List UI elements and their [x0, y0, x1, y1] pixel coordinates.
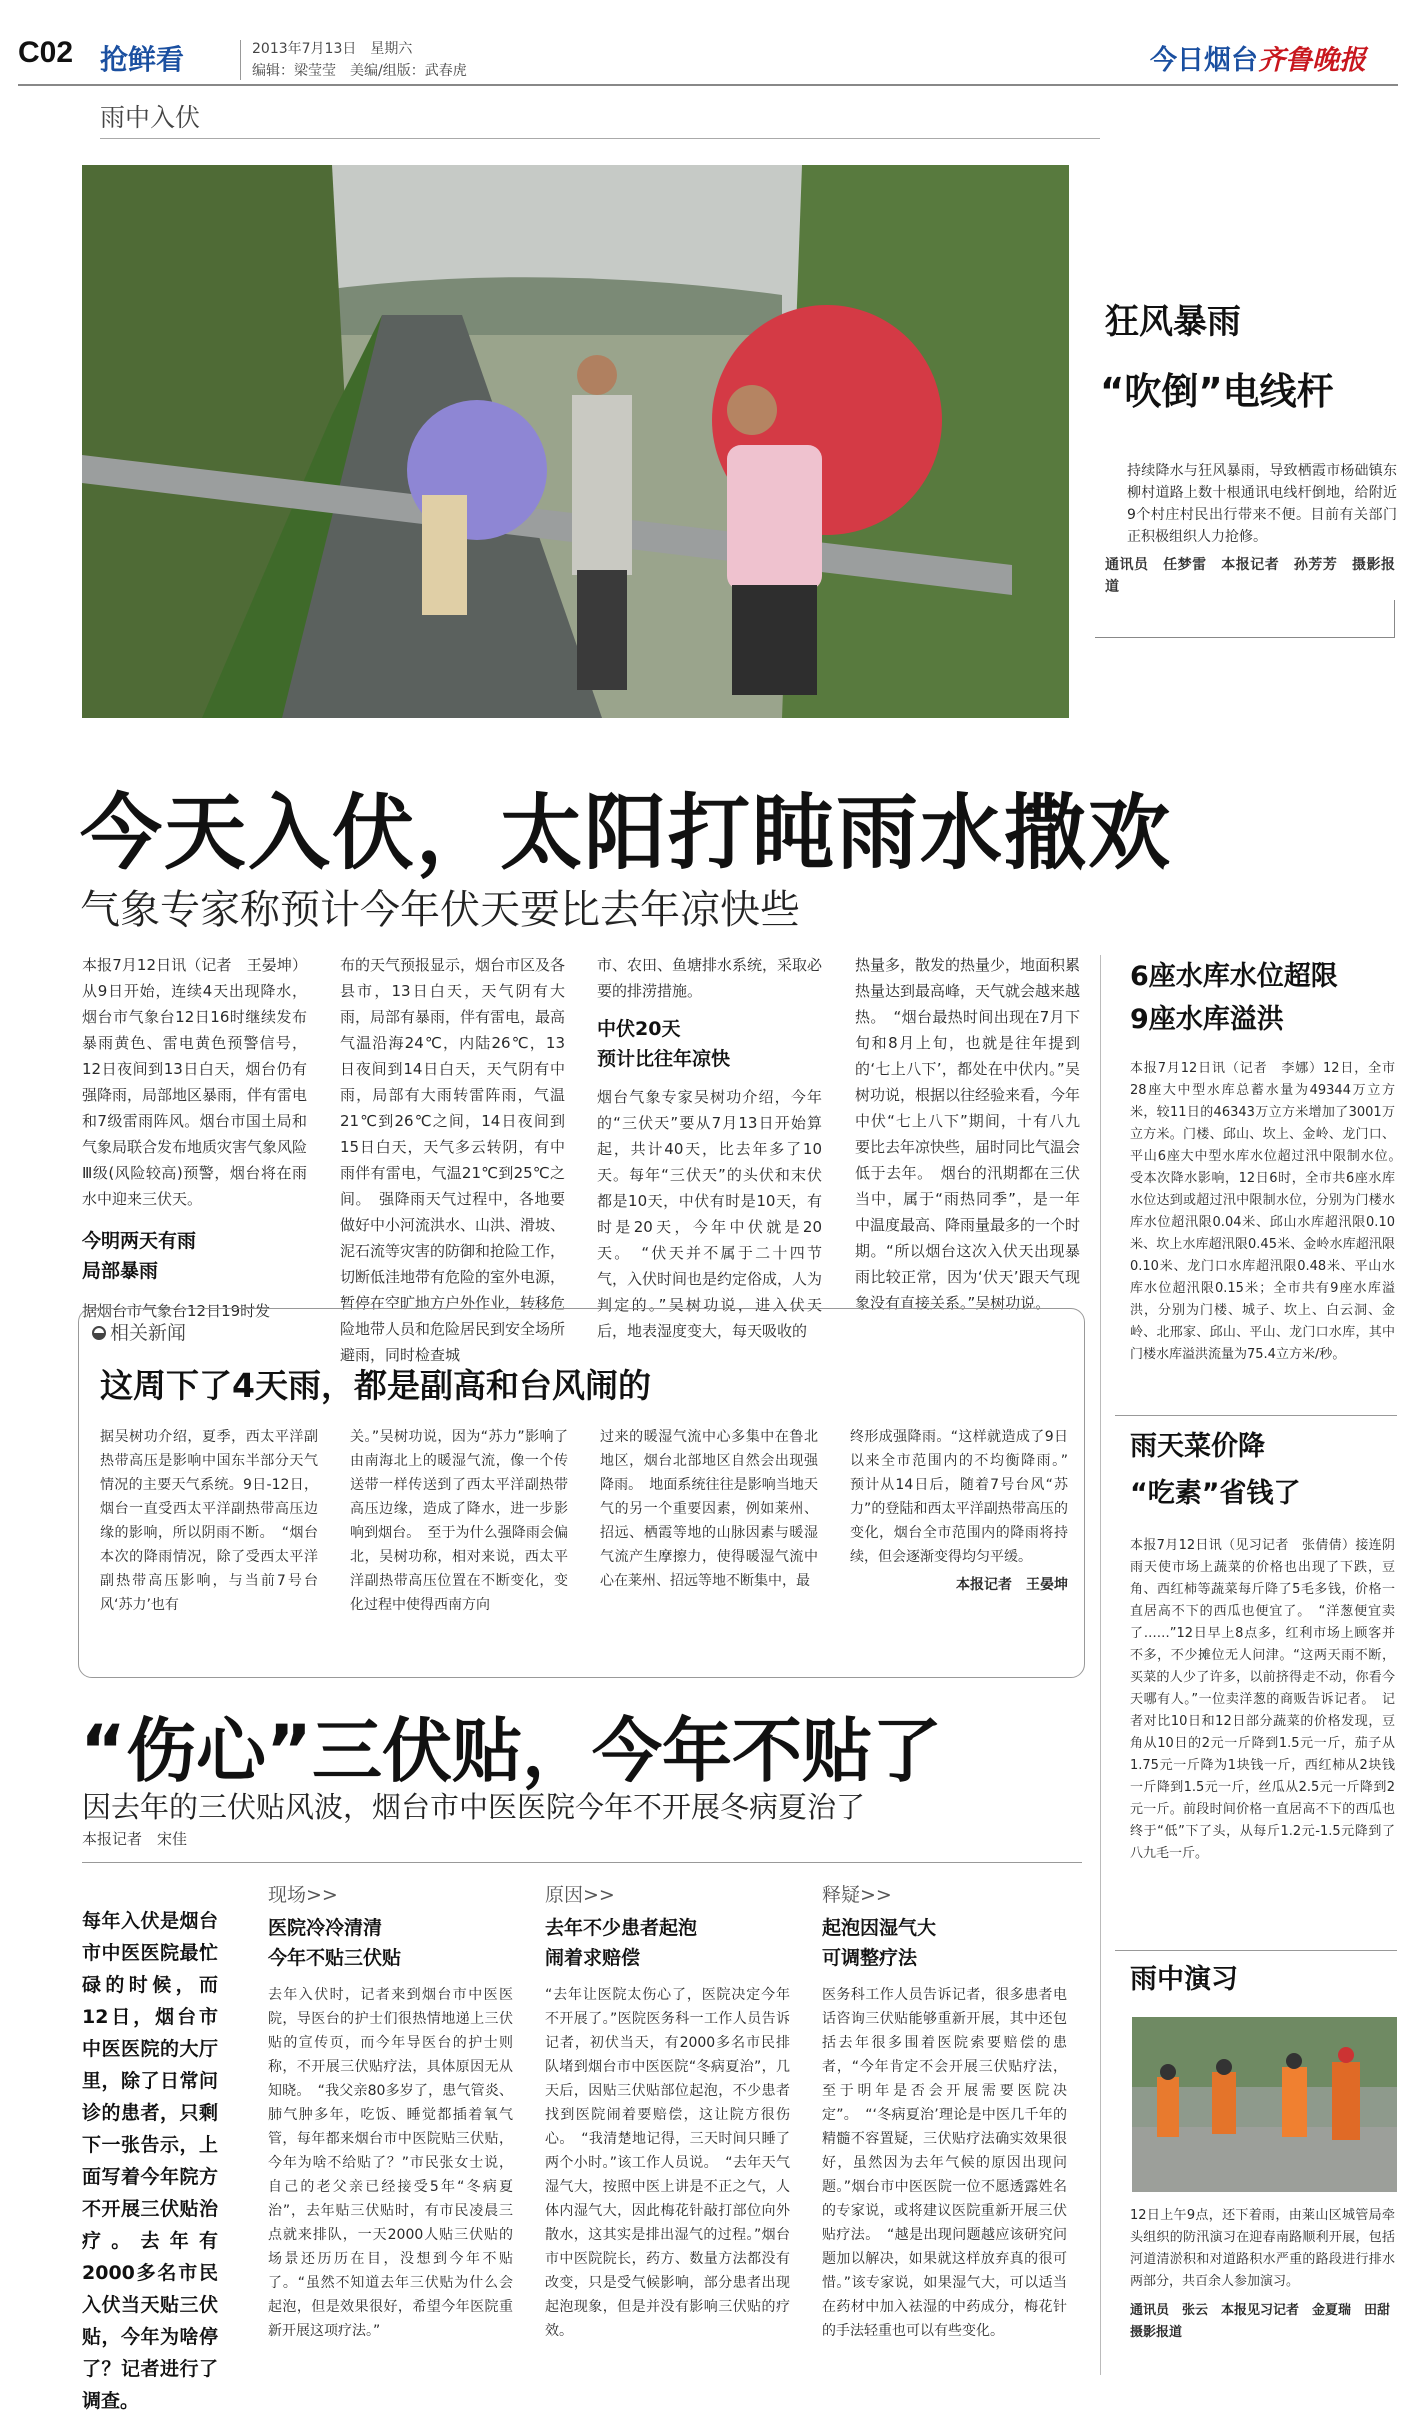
photo-story-caption: 持续降水与狂风暴雨，导致栖霞市杨础镇东柳村道路上数十根通讯电线杆倒地，给附近9个村庄村民出行带来不便。目前有关部门正积极组织人力抢修。	[1127, 463, 1397, 545]
sanfu-sec2	[545, 1880, 790, 2343]
reservoir-title-1: 6座水库水位超限	[1130, 961, 1338, 992]
sanfu-sec1-tag: 现场>>	[268, 1884, 338, 1906]
issue-date: 2013年7月13日 星期六	[252, 41, 413, 57]
main-col-3	[597, 952, 822, 1344]
main-headline: 今天入伏，太阳打盹雨水撒欢	[80, 786, 1173, 881]
drill-caption: 12日上午9点，还下着雨，由莱山区城管局牵头组织的防汛演习在迎春南路顺利开展，包括河道清淤积和对道路积水严重的路段进行排水两部分，共百余人参加演习。	[1130, 2208, 1395, 2289]
main-col-3-body: 烟台气象专家吴树功介绍，今年的“三伏天”要从7月13日开始算起，共计40天，比去年多了10天。每年“三伏天”的头伏和末伏都是10天，中伏有时是10天，有时是20天，今年中伏就是20天。 “伏天并不属于二十四节气，入伏时间也是约定俗成，人为判定的。”吴树功说，进入伏天后，地表湿度变大，每天吸收的	[597, 1088, 823, 1340]
main-col-4: 热量多，散发的热量少，地面积累热量达到最高峰，天气就会越来越热。 “烟台最热时间出现在7月下旬和8月上旬，也就是往年提到的‘七上八下’，都处在中伏内。”吴树功说，根据以往经验来看，今年中伏“七上八下”期间，十有八九要比去年凉快些，届时同比气温会低于去年。 烟台的汛期都在三伏当中，属于“雨热同季”，是一年中温度最高、降雨量最多的一个时期。“所以烟台这次入伏天出现暴雨比较正常，因为‘伏天’跟天气现象没有直接关系。”吴树功说。	[855, 956, 1081, 1312]
drill-photo	[1132, 2017, 1397, 2192]
main-col-1	[82, 952, 307, 1324]
related-col-4	[850, 1425, 1082, 1597]
vegetable-title-1: 雨天菜价降	[1130, 1431, 1265, 1462]
main-col-1-tail: 据烟台市气象台12日19时发	[82, 1302, 271, 1320]
sanfu-sec3-title: 起泡因湿气大 可调整疗法	[822, 1917, 937, 1969]
drill-photo-image	[1132, 2017, 1397, 2192]
photo-story-title-2: “吹倒”电线杆	[1100, 370, 1334, 413]
right-column-rule	[1100, 955, 1101, 2375]
related-col-2: 关。”吴树功说，因为“苏力”影响了由南海北上的暖湿气流，像一个传送带一样传送到了西太平洋副热带高压边缘，造成了降水，进一步影响到烟台。 至于为什么强降雨会偏北，吴树功称，相对来说，西太平洋副热带高压位置在不断变化，变化过程中使得西南方向	[350, 1429, 568, 1613]
related-label-text: 相关新闻	[110, 1322, 187, 1344]
header-divider	[240, 40, 241, 80]
related-headline: 这周下了4天雨，都是副高和台风闹的	[100, 1366, 651, 1405]
topic-rule	[100, 138, 1100, 139]
vegetable-title-2: “吃素”省钱了	[1130, 1478, 1301, 1509]
main-col-3-lead: 市、农田、鱼塘排水系统，采取必要的排涝措施。	[597, 956, 823, 1000]
reservoir-body: 本报7月12日讯（记者 李娜）12日，全市28座大中型水库总蓄水量为49344万立方米，较11日的46343万立方米增加了3001万立方米。门楼、邱山、坎上、金岭、龙门口、平山6座大中型水库水位超过汛中限制水位。 受本次降水影响，12日6时，全市共6座水库水位达到或超过汛中限制水位，分别为门楼水库水位超汛限0.04米、邱山水库超汛限0.10米、坎上水库超汛限0.45米、金岭水库超汛限0.10米、龙门口水库超汛限0.48米、平山水库水位超汛限0.15米；全市共有9座水库溢洪，分别为门楼、城子、坎上、白云洞、金岭、北邢家、邱山、平山、龙门口水库，其中门楼水库溢洪流量为75.4立方米/秒。	[1130, 1061, 1409, 1362]
vegetable-body: 本报7月12日讯（见习记者 张倩倩）接连阴雨天使市场上蔬菜的价格也出现了下跌，豆角、西红柿等蔬菜每斤降了5毛多钱，价格一直居高不下的西瓜也便宜了。 “洋葱便宜卖了……”12日早上8点多，红利市场上顾客并不多，不少摊位无人问津。“这两天雨不断，买菜的人少了许多，以前挤得走不动，你看今天哪有人。”一位卖洋葱的商贩告诉记者。 记者对比10日和12日部分蔬菜的价格发现，豆角从10日的2元一斤降到1.5元一斤，茄子从1.75元一斤降为1块钱一斤，西红柿从2块钱一斤降到1.5元一斤，丝瓜从2.5元一斤降到2元一斤。前段时间价格一直居高不下的西瓜也终于“低”下了头，从每斤1.2元-1.5元降到了八九毛一斤。	[1130, 1538, 1395, 1861]
main-col-3-subhead: 中伏20天 预计比往年凉快	[597, 1018, 731, 1070]
drill-credit: 通讯员 张云 本报见习记者 金夏瑞 田甜 摄影报道	[1130, 2303, 1404, 2340]
sanfu-sec2-body: “去年让医院太伤心了，医院决定今年不开展了。”医院医务科一工作人员告诉记者，初伏当天，有2000多名市民排队堵到烟台市中医医院“冬病夏治”，几天后，因贴三伏贴部位起泡，不少患者找到医院闹着要赔偿，这让院方很伤心。 “我清楚地记得，三天时间只睡了两个小时。”该工作人员说。 “去年天气湿气大，按照中医上讲是不正之气，人体内湿气大，因此梅花针敲打部位向外散水，这其实是排出湿气的过程。”烟台市中医院院长，药方、数量方法都没有改变，只是受气候影响，部分患者出现起泡现象，但是并没有影响三伏贴的疗效。	[545, 1987, 790, 2339]
sanfu-lead: 每年入伏是烟台市中医医院最忙碌的时候，而12日，烟台市中医医院的大厅里，除了日常问诊的患者，只剩下一张告示，上面写着今年院方不开展三伏贴治疗。去年有2000多名市民入伏当天贴三伏贴，今年为啥停了？记者进行了调查。	[82, 1910, 218, 2412]
brand-name: 齐鲁晚报	[1258, 45, 1366, 76]
sanfu-sec3-body: 医务科工作人员告诉记者，很多患者电话咨询三伏贴能够重新开展，其中还包括去年很多围着医院索要赔偿的患者，“今年肯定不会开展三伏贴疗法，至于明年是否会开展需要医院决定”。 “‘冬病夏治’理论是中医几千年的精髓不容置疑，三伏贴疗法确实效果很好，虽然因为去年气候的原因出现问题。”烟台市中医医院一位不愿透露姓名的专家说，或将建议医院重新开展三伏贴疗法。 “越是出现问题越应该研究问题加以解决，如果就这样放弃真的很可惜。”该专家说，如果湿气大，可以适当在药材中加入祛湿的中药成分，梅花针的手法轻重也可以有些变化。	[822, 1987, 1067, 2339]
related-byline: 本报记者 王晏坤	[956, 1577, 1068, 1593]
related-col-4-body: 终形成强降雨。“这样就造成了9日以来全市范围内的不均衡降雨。” 预计从14日后，随着7号台风“苏力”的登陆和西太平洋副热带高压的变化，烟台全市范围内的降雨将持续，但会逐渐变得均匀平缓。	[850, 1429, 1082, 1565]
related-label	[92, 1318, 186, 1345]
header-rule	[18, 84, 1398, 86]
photo-story-credit: 通讯员 任梦雷 本报记者 孙芳芳 摄影报道	[1105, 557, 1395, 595]
sanfu-sec2-tag: 原因>>	[545, 1884, 615, 1906]
topic-label: 雨中入伏	[100, 103, 201, 132]
photo-story-title-1: 狂风暴雨	[1105, 302, 1241, 342]
storm-photo-image	[82, 165, 1069, 718]
sanfu-byline: 本报记者 宋佳	[82, 1830, 188, 1848]
sanfu-sec1-title: 医院冷冷清清 今年不贴三伏贴	[268, 1917, 402, 1969]
sanfu-sec2-title: 去年不少患者起泡 闹着求赔偿	[545, 1917, 698, 1969]
brand	[1150, 38, 1366, 77]
page-code: C02	[18, 36, 74, 69]
main-subhead: 气象专家称预计今年伏天要比去年凉快些	[80, 887, 800, 933]
related-col-3: 过来的暖湿气流中心多集中在鲁北地区，烟台北部地区自然会出现强降雨。 地面系统往往是影响当地天气的另一个重要因素，例如莱州、招远、栖霞等地的山脉因素与暖湿气流产生摩擦力，使得暖湿气流中心在莱州、招远等地不断集中，最	[600, 1429, 818, 1589]
editors: 编辑：梁莹莹 美编/组版：武春虎	[252, 63, 467, 79]
sanfu-sec3-tag: 释疑>>	[822, 1884, 892, 1906]
reservoir-title-2: 9座水库溢洪	[1130, 1004, 1284, 1035]
page-header	[0, 0, 1417, 86]
brand-prefix: 今日烟台	[1150, 45, 1258, 76]
main-col-1-lead: 本报7月12日讯（记者 王晏坤）从9日开始，连续4天出现降水，烟台市气象台12日16时继续发布暴雨黄色、雷电黄色预警信号，12日夜间到13日白天，烟台仍有强降雨，局部地区暴雨，伴有雷电和7级雷雨阵风。烟台市国土局和气象局联合发布地质灾害气象风险Ⅲ级(风险较高)预警，烟台将在雨水中迎来三伏天。	[82, 956, 308, 1208]
sanfu-sec1-body: 去年入伏时，记者来到烟台市中医医院，导医台的护士们很热情地递上三伏贴的宣传页，而今年导医台的护士则称，不开展三伏贴疗法，具体原因无从知晓。 “我父亲80多岁了，患气管炎、肺气肿多年，吃饭、睡觉都插着氧气管，每年都来烟台市中医院贴三伏贴，今年为啥不给贴了？”市民张女士说，自己的老父亲已经接受5年“冬病夏治”，去年贴三伏贴时，有市民凌晨三点就来排队，一天2000人贴三伏贴的场景还历历在目，没想到今年不贴了。“虽然不知道去年三伏贴为什么会起泡，但是效果很好，希望今年医院重新开展这项疗法。”	[268, 1987, 513, 2339]
sanfu-divider	[82, 1862, 1082, 1863]
sanfu-headline: “伤心”三伏贴，今年不贴了	[80, 1710, 943, 1792]
sanfu-sec1	[268, 1880, 513, 2343]
section-name: 抢鲜看	[100, 43, 185, 76]
photo-story-frame	[1095, 600, 1395, 638]
sanfu-subhead: 因去年的三伏贴风波，烟台市中医医院今年不开展冬病夏治了	[82, 1790, 866, 1824]
vegetable-rule	[1115, 1415, 1397, 1416]
storm-photo	[82, 165, 1069, 718]
main-col-1-subhead: 今明两天有雨 局部暴雨	[82, 1230, 197, 1282]
sanfu-sec3	[822, 1880, 1067, 2343]
main-col-2: 布的天气预报显示，烟台市区及各县市，13日白天，天气阴有大雨，局部有暴雨，伴有雷电，最高气温沿海24℃，内陆26℃，13日夜间到14日白天，天气阴有中雨，局部有大雨转雷阵雨，气温21℃到26℃之间，14日夜间到15日白天，天气多云转阴，有中雨伴有雷电，气温21℃到25℃之间。 强降雨天气过程中，各地要做好中小河流洪水、山洪、滑坡、泥石流等灾害的防御和抢险工作，切断低洼地带有危险的室外电源，暂停在空旷地方户外作业，转移危险地带人员和危险居民到安全场所避雨，同时检查城	[340, 956, 566, 1364]
drill-rule	[1115, 1950, 1397, 1951]
related-col-1: 据吴树功介绍，夏季，西太平洋副热带高压是影响中国东半部分天气情况的主要天气系统。9日-12日，烟台一直受西太平洋副热带高压边缘的影响，所以阴雨不断。 “烟台本次的降雨情况，除了受西太平洋副热带高压影响，与当前7号台风‘苏力’也有	[100, 1429, 318, 1613]
drill-title: 雨中演习	[1130, 1964, 1238, 1995]
half-circle-icon	[92, 1326, 106, 1340]
